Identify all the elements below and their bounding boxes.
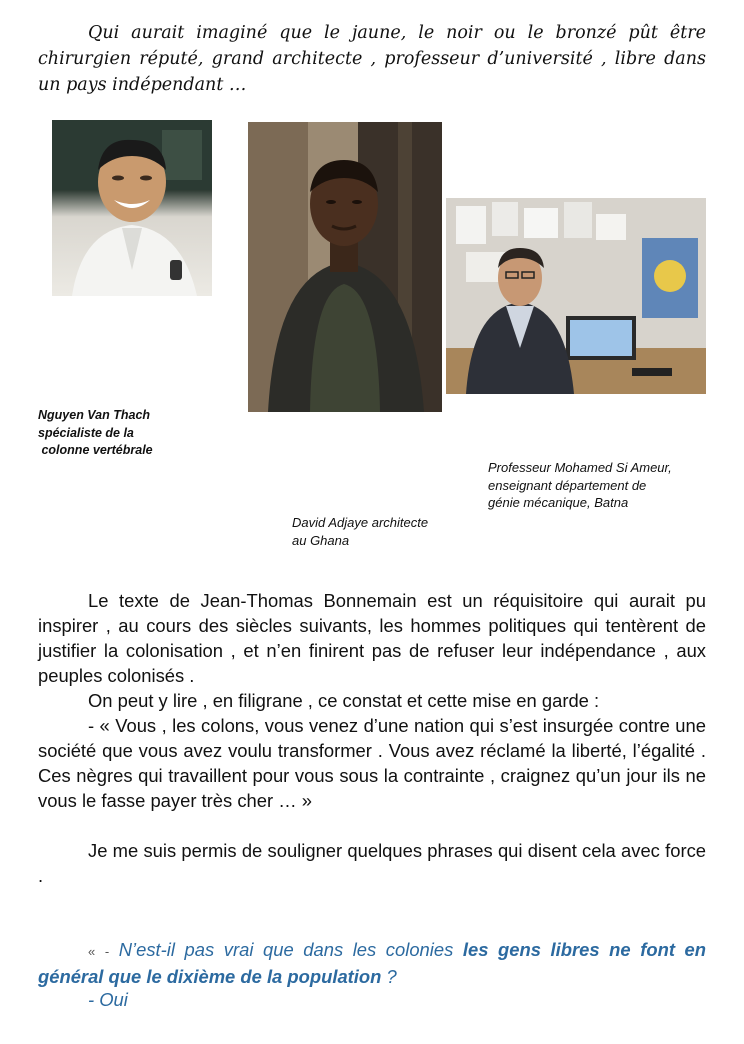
photo-mohamed-si-ameur bbox=[446, 198, 706, 394]
portrait-illustration bbox=[446, 198, 706, 394]
caption-line: génie mécanique, Batna bbox=[488, 495, 629, 510]
caption-line: spécialiste de la bbox=[38, 425, 134, 440]
quote-bold-text: les gens libres ne font en général que le dixième de la population bbox=[38, 939, 706, 987]
quote-dash: - bbox=[104, 944, 110, 959]
paragraph-text: Le texte de Jean-Thomas Bonnemain est un réquisitoire qui aurait pu inspirer , au cours des siècles suivants, les hommes politiques qui tentèrent de justifier la colonisation , et n’en finirent pas de refuser leur indépendance , aux peuples colonisés . bbox=[38, 590, 706, 686]
photo-david-adjaye bbox=[248, 122, 442, 412]
paragraph-text: - « Vous , les colons, vous venez d’une nation qui s’est insurgée contre une société que vous avez voulu transformer . Vous avez réclamé la liberté, l’égalité . Ces nègres qui travaillent pour vous sous la contrainte , craignez qu’un jour ils ne vous le fasse payer très cher … » bbox=[38, 715, 706, 811]
portrait-illustration bbox=[248, 122, 442, 412]
caption-mohamed-si-ameur bbox=[488, 459, 718, 512]
intro-paragraph bbox=[38, 20, 706, 98]
quote-end: ? bbox=[381, 966, 397, 987]
caption-line: David Adjaye architecte bbox=[292, 515, 429, 530]
quote-plain-text: N’est-il pas vrai que dans les colonies bbox=[109, 939, 463, 960]
caption-line: colonne vertébrale bbox=[38, 443, 153, 457]
intro-text: Qui aurait imaginé que le jaune, le noir ou le bronzé pût être chirurgien réputé, grand architecte , professeur d’université , libre dans un pays indépendant … bbox=[38, 23, 706, 95]
caption-line: Nguyen Van Thach bbox=[38, 408, 151, 422]
open-quote: « bbox=[88, 944, 96, 959]
body-paragraph-1 bbox=[38, 588, 706, 688]
body-paragraph-3 bbox=[38, 713, 706, 813]
caption-david-adjaye bbox=[292, 514, 482, 549]
paragraph-text: Je me suis permis de souligner quelques phrases qui disent cela avec force . bbox=[38, 840, 706, 886]
caption-line: enseignant département de bbox=[488, 477, 647, 493]
caption-nguyen-van-thach bbox=[38, 407, 238, 460]
paragraph-text: On peut y lire , en filigrane , ce constat et cette mise en garde : bbox=[88, 690, 600, 711]
caption-line: au Ghana bbox=[292, 532, 350, 548]
quote-answer: - Oui bbox=[88, 989, 128, 1010]
body-paragraph-2 bbox=[38, 688, 706, 713]
portrait-illustration bbox=[52, 120, 212, 296]
photo-nguyen-van-thach bbox=[52, 120, 212, 296]
body-paragraph-4 bbox=[38, 838, 706, 888]
caption-line: Professeur Mohamed Si Ameur, bbox=[488, 460, 672, 475]
quoted-dialogue bbox=[38, 937, 706, 989]
